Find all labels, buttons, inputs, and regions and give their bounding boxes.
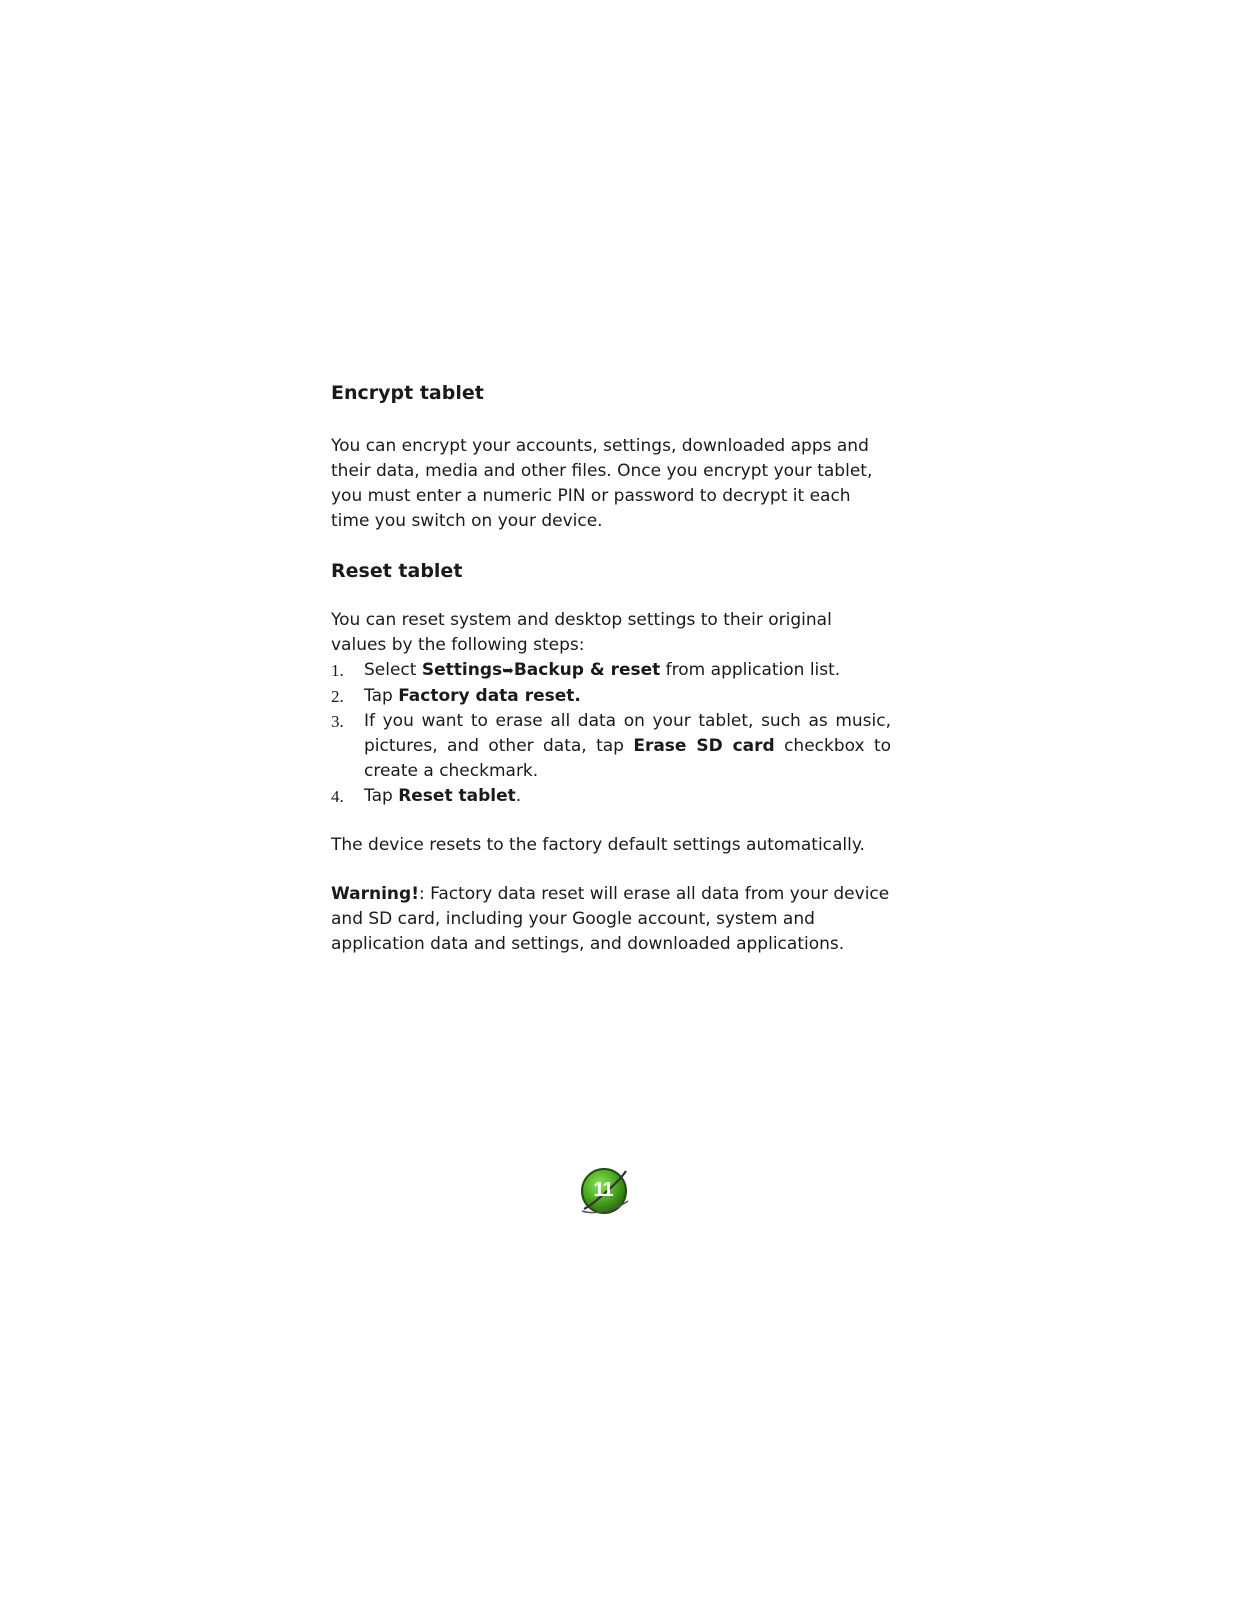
step-text: checkbox to create a checkmark. (364, 736, 892, 781)
document-body (331, 380, 891, 957)
step-text: Tap (364, 786, 399, 806)
arrow-icon: ➥ (502, 663, 514, 679)
page-number: 11 (593, 1178, 613, 1201)
step-number: 2. (331, 687, 344, 706)
reset-intro: You can reset system and desktop settings to their original values by the following steps: (331, 610, 832, 655)
encrypt-heading: Encrypt tablet (331, 382, 484, 404)
step-number: 1. (331, 661, 344, 680)
step-text: Tap (364, 686, 399, 706)
list-item (331, 784, 891, 809)
reset-steps-list (331, 658, 891, 809)
step-text: If you want to erase all data on your tablet, such as music, pictures, and other data, tap (364, 711, 891, 756)
list-item (331, 709, 891, 784)
step-bold: Settings (421, 660, 503, 680)
page-number-badge (578, 1165, 632, 1219)
step-text: Select (364, 660, 422, 680)
step-bold: Factory data reset. (398, 686, 581, 706)
encrypt-paragraph: You can encrypt your accounts, settings, downloaded apps and their data, media and other files. Once you encrypt your tablet, you must enter a numeric PIN or password to decrypt it each time you switch on your device. (331, 436, 873, 531)
step-bold: Erase SD card (633, 736, 775, 756)
step-bold: Reset tablet (398, 786, 516, 806)
warning-paragraph (331, 882, 891, 957)
list-item (331, 684, 891, 709)
warning-label: Warning! (331, 884, 419, 904)
step-bold: Backup & reset (513, 660, 661, 680)
step-number: 4. (331, 787, 344, 806)
list-item (331, 658, 891, 684)
warning-text: : Factory data reset will erase all data from your device and SD card, including your Google account, system and application data and settings, and downloaded applications. (331, 884, 890, 954)
reset-heading: Reset tablet (331, 560, 463, 582)
step-text: . (515, 786, 522, 806)
step-text: from application list. (660, 660, 841, 680)
reset-result-paragraph: The device resets to the factory default settings automatically. (331, 835, 865, 855)
step-number: 3. (331, 712, 344, 731)
